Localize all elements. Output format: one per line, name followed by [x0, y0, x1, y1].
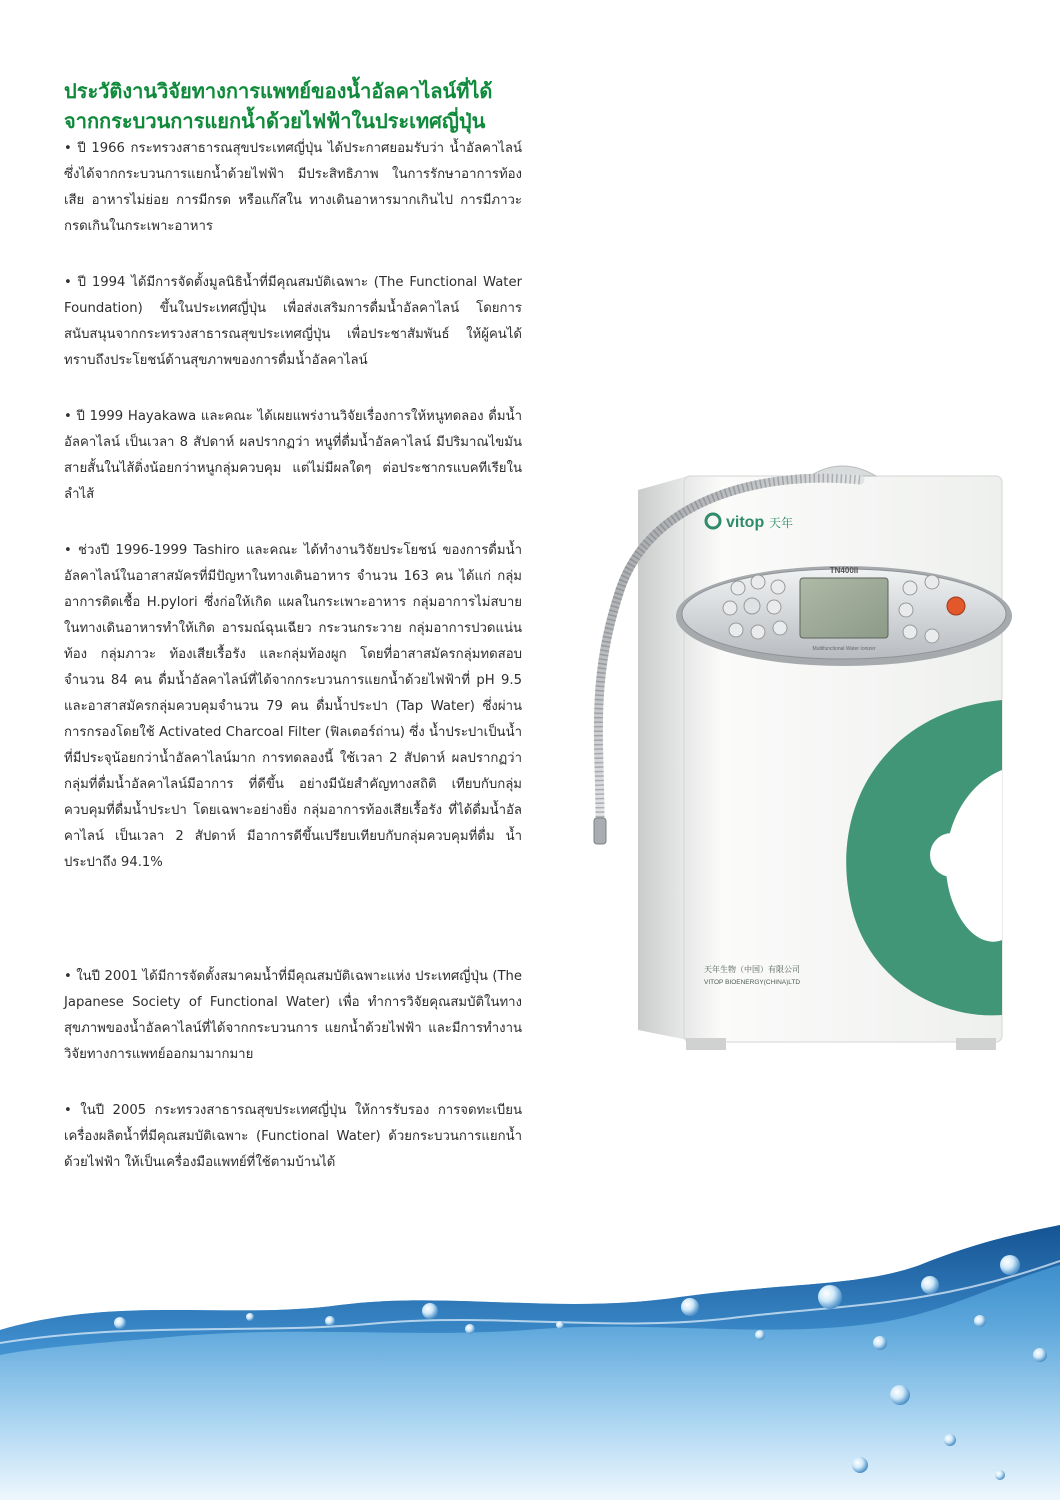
- company-name-en: VITOP BIOENERGY(CHINA)LTD: [704, 979, 801, 986]
- paragraph-2005: • ในปี 2005 กระทรวงสาธารณสุขประเทศญี่ปุ่น ให้การรับรอง การจดทะเบียนเครื่องผลิตน้ำที่มีคุณสมบัติเฉพาะ (Functional Water) ด้วยกระบวนการแยกน้ำด้วยไฟฟ้า ให้เป็นเครื่องมือแพทย์ที่ใช้ตามบ้านได้: [64, 1103, 522, 1170]
- company-name-cn: 天年生物（中国）有限公司: [704, 965, 800, 974]
- paragraph-1966: • ปี 1966 กระทรวงสาธารณสุขประเทศญี่ปุ่น ได้ประกาศยอมรับว่า น้ำอัลคาไลน์ซึ่งได้จากกระบวนการแยกน้ำด้วยไฟฟ้า มีประสิทธิภาพ ในการรักษาอาการท้องเสีย อาหารไม่ย่อย การมีกรด หรือแก๊สใน ทางเดินอาหารมากเกินไป การมีภาวะกรดเกินในกระเพาะอาหาร: [64, 141, 522, 234]
- paragraph-1996-1999: • ช่วงปี 1996-1999 Tashiro และคณะ ได้ทำงานวิจัยประโยชน์ ของการดื่มน้ำอัลคาไลน์ในอาสาสมัครที่มีปัญหาในทางเดินอาหาร จำนวน 163 คน ได้แก่ กลุ่มอาการติดเชื้อ H.pylori ซึ่งก่อให้เกิด แผลในกระเพาะอาหาร กลุ่มอาการไม่สบายในทางเดินอาหารทำให้เกิด อารมณ์ฉุนเฉียว กระวนกระวาย กลุ่มอาการปวดแน่นท้อง กลุ่มภาวะ ท้องเสียเรื้อรัง และกลุ่มท้องผูก โดยที่อาสาสมัครกลุ่มทดสอบจำนวน 84 คน ดื่มน้ำอัลคาไลน์ที่ได้จากกระบวนการแยกน้ำด้วยไฟฟ้าที่ pH 9.5 และอาสาสมัครกลุ่มควบคุมจำนวน 79 คน ดื่มน้ำประปา (Tap Water) ซึ่งผ่านการกรองโดยใช้ Activated Charcoal Filter (ฟิลเตอร์ถ่าน) ซึ่ง น้ำประปาเป็นน้ำที่มีประจุน้อยกว่าน้ำอัลคาไลน์มาก การทดลองนี้ ใช้เวลา 2 สัปดาห์ ผลปรากฏว่า กลุ่มที่ดื่มน้ำอัลคาไลน์มีอาการ ที่ดีขึ้น อย่างมีนัยสำคัญทางสถิติ เทียบกับกลุ่มควบคุมที่ดื่มน้ำประปา โดยเฉพาะอย่างยิ่ง กลุ่มอาการท้องเสียเรื้อรัง ที่ได้ดื่มน้ำอัลคาไลน์ เป็นเวลา 2 สัปดาห์ มีอาการดีขึ้นเปรียบเทียบกับกลุ่มควบคุมที่ดื่ม น้ำประปาถึง 94.1%: [64, 543, 522, 870]
- brand-logo: vitop: [726, 514, 765, 531]
- paragraph-1999: • ปี 1999 Hayakawa และคณะ ได้เผยแพร่งานวิจัยเรื่องการให้หนูทดลอง ดื่มน้ำอัลคาไลน์ เป็นเวลา 8 สัปดาห์ ผลปรากฏว่า หนูที่ดื่มน้ำอัลคาไลน์ มีปริมาณไขมันสายสั้นในไส้ติ่งน้อยกว่าหนูกลุ่มควบคุม แต่ไม่มีผลใดๆ ต่อประชากรแบคทีเรียในลำไส้: [64, 409, 522, 502]
- model-label: TN400II: [829, 566, 859, 575]
- title-line-2: จากกระบวนการแยกน้ำด้วยไฟฟ้าในประเทศญี่ปุ่น: [64, 109, 486, 133]
- panel-caption: Multifunctional Water Ionizer: [812, 646, 876, 652]
- water-ionizer-image: [560, 440, 1020, 1060]
- page-title: [64, 76, 534, 136]
- brand-logo-cn: 天年: [769, 516, 794, 530]
- paragraph-2001: • ในปี 2001 ได้มีการจัดตั้งสมาคมน้ำที่มีคุณสมบัติเฉพาะแห่ง ประเทศญี่ปุ่น (The Japanese Society of Functional Water) เพื่อ ทำการวิจัยคุณสมบัติในทางสุขภาพของน้ำอัลคาไลน์ที่ได้จากกระบวนการ แยกน้ำด้วยไฟฟ้า และมีการทำงานวิจัยทางการแพทย์ออกมามากมาย: [64, 969, 522, 1062]
- title-line-1: ประวัติงานวิจัยทางการแพทย์ของน้ำอัลคาไลน์ที่ได้: [64, 79, 493, 103]
- power-button: [947, 597, 965, 615]
- lcd-display: [800, 578, 888, 638]
- water-splash-image: [0, 1225, 1060, 1500]
- paragraph-1994: • ปี 1994 ได้มีการจัดตั้งมูลนิธิน้ำที่มีคุณสมบัติเฉพาะ (The Functional Water Foundation) ขึ้นในประเทศญี่ปุ่น เพื่อส่งเสริมการดื่มน้ำอัลคาไลน์ โดยการสนับสนุนจากกระทรวงสาธารณสุขประเทศญี่ปุ่น เพื่อประชาสัมพันธ์ ให้ผู้คนได้ทราบถึงประโยชน์ด้านสุขภาพของการดื่มน้ำอัลคาไลน์: [64, 275, 522, 368]
